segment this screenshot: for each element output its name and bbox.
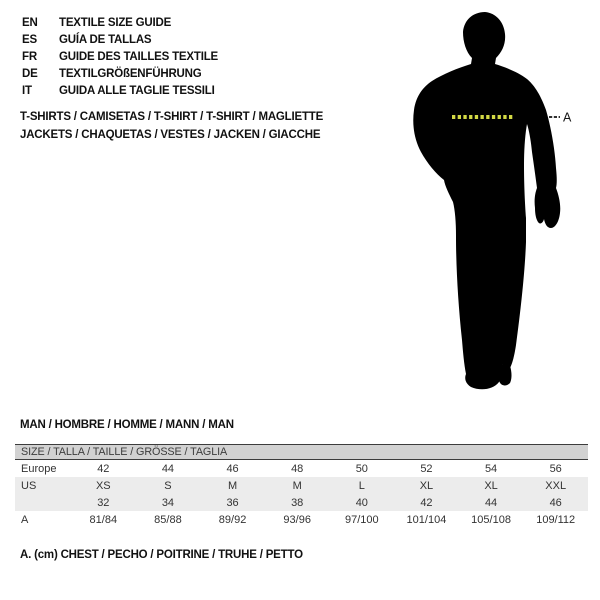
language-guide (22, 14, 218, 99)
size-cell: 105/108 (471, 513, 511, 526)
row-label: Europe (21, 462, 57, 475)
size-cell: 101/104 (406, 513, 447, 526)
section-title-man: MAN / HOMBRE / HOMME / MANN / MAN (20, 419, 234, 431)
language-row-it (22, 82, 218, 99)
size-cell: 46 (549, 496, 562, 509)
size-table-header: SIZE / TALLA / TAILLE / GRÖSSE / TAGLIA (15, 445, 588, 460)
size-cell: 40 (355, 496, 368, 509)
chest-measure-label: A (563, 110, 572, 125)
size-cell: XL (484, 479, 498, 492)
size-cell: M (292, 479, 302, 492)
table-row-us-numeric (15, 494, 588, 511)
size-cell: L (358, 479, 365, 492)
row-label: US (21, 479, 37, 492)
size-cell: 54 (484, 462, 498, 475)
size-table (15, 444, 588, 528)
language-code: EN (22, 16, 38, 29)
size-cell: 81/84 (89, 513, 118, 526)
size-cell: M (227, 479, 238, 492)
language-code: FR (22, 50, 37, 63)
size-cell: 34 (161, 496, 175, 509)
size-cell: 36 (226, 496, 239, 509)
language-row-fr (22, 48, 218, 65)
size-cell: XXL (545, 479, 567, 492)
size-cell: XS (95, 479, 111, 492)
garment-categories (20, 108, 323, 144)
size-cell: 89/92 (218, 513, 247, 526)
size-cell: 56 (549, 462, 562, 475)
language-row-en (22, 14, 218, 31)
size-cell: 93/96 (283, 513, 311, 526)
size-cell: 42 (97, 462, 110, 475)
language-code: IT (22, 84, 32, 97)
language-code: DE (22, 67, 38, 80)
row-label: A (21, 513, 29, 526)
size-cell: 42 (420, 496, 433, 509)
measurement-footnote: A. (cm) CHEST / PECHO / POITRINE / TRUHE / PETTO (20, 549, 303, 561)
size-cell: 85/88 (154, 513, 182, 526)
language-label: GUIDA ALLE TAGLIE TESSILI (59, 84, 215, 97)
category-tshirts: T-SHIRTS / CAMISETAS / T-SHIRT / T-SHIRT / MAGLIETTE (20, 111, 324, 123)
size-cell: XL (419, 479, 434, 492)
size-cell: 38 (291, 496, 304, 509)
language-label: GUÍA DE TALLAS (59, 33, 152, 46)
size-cell: 32 (97, 496, 110, 509)
man-figure (400, 0, 600, 410)
size-cell: 50 (355, 462, 368, 475)
size-cell: 44 (484, 496, 498, 509)
size-cell: 109/112 (536, 513, 576, 526)
size-cell: 46 (226, 462, 239, 475)
language-label: TEXTILGRÖßENFÜHRUNG (59, 67, 202, 80)
size-cell: 52 (420, 462, 433, 475)
size-cell: 97/100 (344, 513, 379, 526)
language-label: GUIDE DES TAILLES TEXTILE (59, 50, 218, 63)
table-row-a-chest (15, 511, 588, 528)
man-silhouette (413, 12, 560, 389)
table-row-europe (15, 460, 588, 477)
language-row-de (22, 65, 218, 82)
category-jackets: JACKETS / CHAQUETAS / VESTES / JACKEN / GIACCHE (20, 129, 321, 141)
language-row-es (22, 31, 218, 48)
size-cell: 48 (291, 462, 304, 475)
language-code: ES (22, 33, 37, 46)
size-cell: 44 (161, 462, 175, 475)
language-label: TEXTILE SIZE GUIDE (59, 16, 172, 29)
size-cell: S (164, 479, 172, 492)
table-row-us (15, 477, 588, 494)
